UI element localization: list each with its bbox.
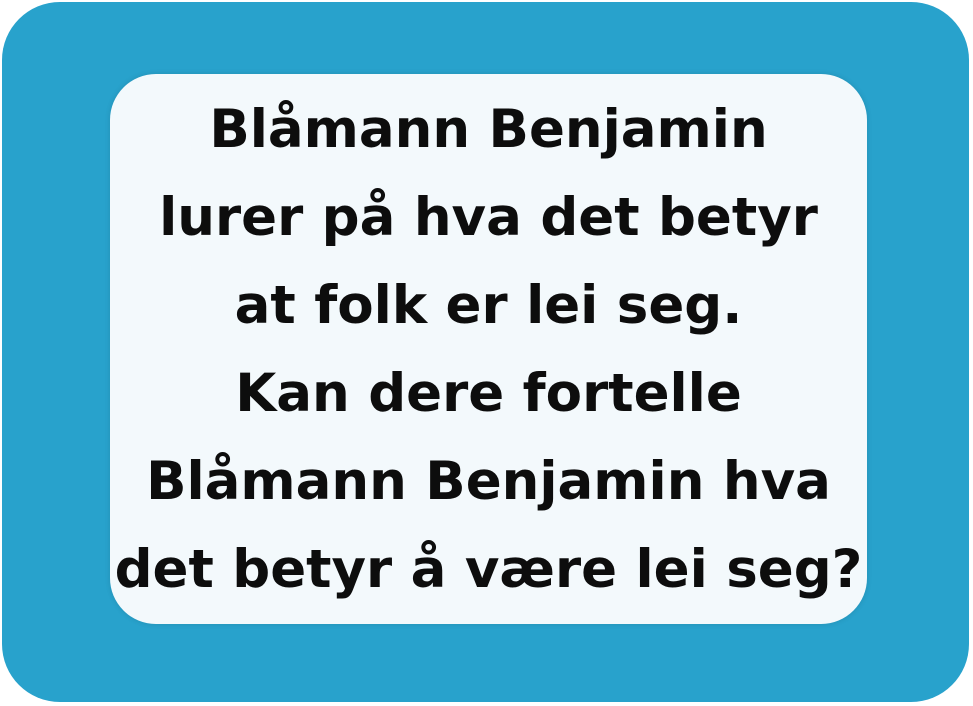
message-card <box>110 74 867 624</box>
message-line-4: Kan dere fortelle <box>235 363 742 424</box>
message-line-5: Blåmann Benjamin hva <box>146 451 831 512</box>
message-line-6: det betyr å være lei seg? <box>114 539 863 600</box>
message-line-3: at folk er lei seg. <box>234 275 743 336</box>
message-line-1: Blåmann Benjamin <box>209 99 768 160</box>
message-text <box>110 74 867 624</box>
blue-frame <box>2 2 969 702</box>
message-line-2: lurer på hva det betyr <box>159 187 818 248</box>
